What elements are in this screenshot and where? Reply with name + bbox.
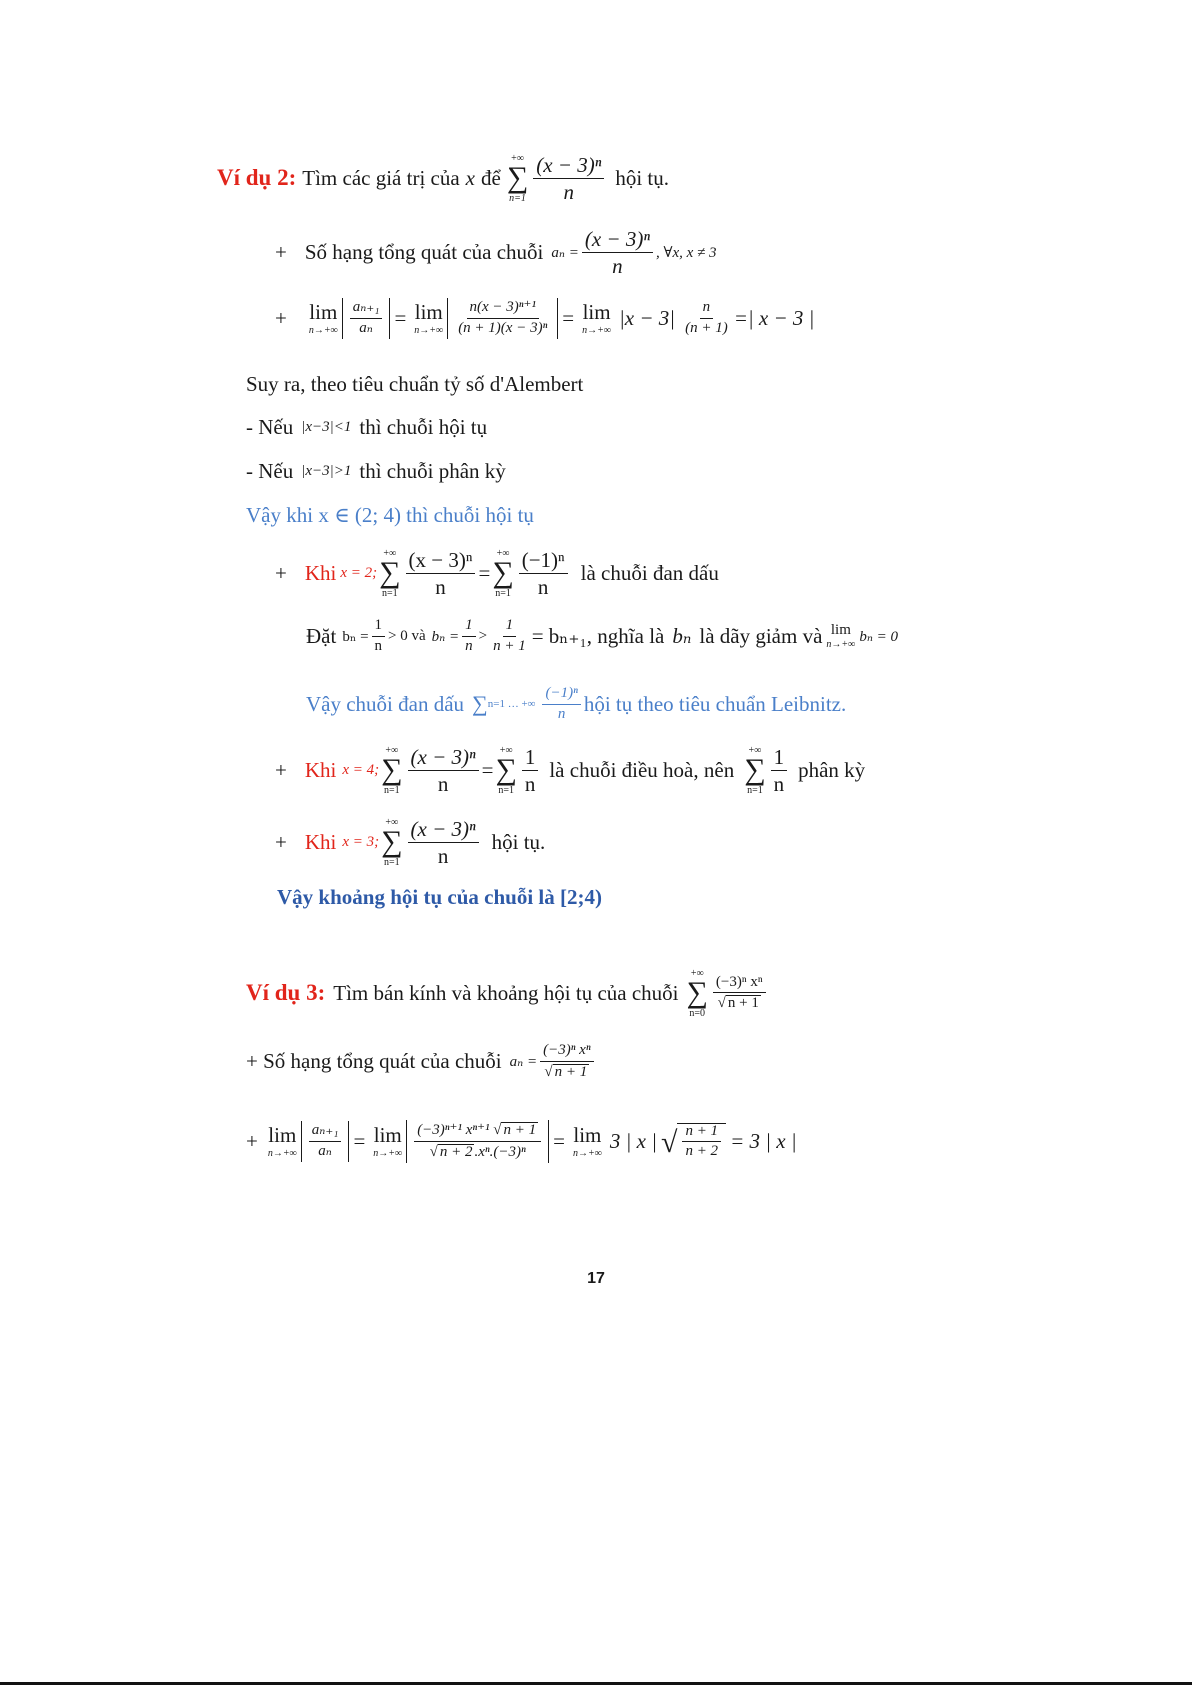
limit-symbol: lim n→+∞ <box>308 300 338 337</box>
sum-symbol: +∞ ∑ n=1 <box>506 153 529 204</box>
general-term-line: + Số hạng tổng quát của chuỗi aₙ = $\frac{\text{(x − 3)ⁿ}}{n}$ , ∀x, x ≠ 3 <box>275 227 717 279</box>
abs-ratio: $\frac{\text{aₙ₊₁}}{\text{aₙ}}$ <box>342 298 391 339</box>
case-x-2: + Khi x = 2; +∞ ∑ n=1 $\frac{\text{(x − 3)ⁿ}}{n}$ = +∞ ∑ n=1 $\frac{\text{(−1)ⁿ}}{n}$ là chuỗi đan dấu <box>275 547 719 599</box>
example-3-label: Ví dụ 3: <box>246 980 326 1006</box>
case-x-4: + Khi x = 4; +∞ ∑ n=1 $\frac{\text{(x − 3)ⁿ}}{n}$ = +∞ ∑ n=1 $\frac{1}{n}$ là chuỗi điều hoà, nên +∞ ∑ n=1 $\frac{1}{n}$ phân kỳ <box>275 744 866 796</box>
case-x-3: + Khi x = 3; +∞ ∑ n=1 $\frac{\text{(x − 3)ⁿ}}{n}$ hội tụ. <box>275 816 546 868</box>
example-2-heading <box>217 153 669 204</box>
example-3-general-term: + Số hạng tổng quát của chuỗi aₙ = (−3)ⁿ xⁿ √ n + 1 <box>246 1043 597 1081</box>
series-fraction: $\frac{\text{(x − 3)ⁿ}}{n}$ <box>533 154 604 203</box>
interval-note: Vậy khi x ∈ (2; 4) thì chuỗi hội tụ <box>246 503 534 527</box>
dat-line: Đặt bₙ = $\frac{1}{n}$ > 0 và bₙ = $\frac{1}{n}$ > $\frac{1}{n + 1}$ = bₙ₊₁, nghĩa là bₙ là dãy giảm và lim n→+∞ bₙ = 0 <box>306 617 899 654</box>
case-converge: - Nếu |x−3|<1 thì chuỗi hội tụ <box>246 415 488 439</box>
dalembert-conclusion: Suy ra, theo tiêu chuẩn tỷ số d'Alembert <box>246 372 584 396</box>
var-x: x <box>465 165 475 190</box>
example-2-intro-hoitu: hội tụ. <box>615 165 669 190</box>
limit-symbol: lim n→+∞ <box>414 300 444 337</box>
final-interval: Vậy khoảng hội tụ của chuỗi là [2;4) <box>277 885 602 909</box>
example-2-label: Ví dụ 2: <box>217 165 297 191</box>
ratio-limit-line: + lim n→+∞ $\frac{\text{aₙ₊₁}}{\text{aₙ}}$ = lim n→+∞ $\frac{\text{n(x − 3)ⁿ⁺¹}}{\text{(n + 1)(x − 3)ⁿ}}$ = lim n→+∞ |x − 3| $\frac{n}{(n + 1)}$ =| x − 3 | <box>275 298 814 339</box>
example-3-heading: Ví dụ 3: Tìm bán kính và khoảng hội tụ của chuỗi +∞ ∑ n=0 (−3)ⁿ xⁿ √ n + 1 <box>246 968 769 1019</box>
case-diverge: - Nếu |x−3|>1 thì chuỗi phân kỳ <box>246 459 506 483</box>
general-term-fraction: $\frac{\text{(x − 3)ⁿ}}{n}$ <box>582 228 653 277</box>
example-2-intro-de: để <box>481 165 501 190</box>
leibniz-note: Vậy chuỗi đan dấu ∑ n=1 … +∞ $\frac{\text{(−1)ⁿ}}{n}$ hội tụ theo tiêu chuẩn Leibnitz. <box>306 685 847 722</box>
example-2-intro: Tìm các giá trị của <box>302 165 460 190</box>
example-3-ratio: + lim n→+∞ $\frac{\text{aₙ₊₁}}{\text{aₙ}}$ = lim n→+∞ (−3)ⁿ⁺¹ xⁿ⁺¹ √ n + 1 √ n + 2 .xⁿ.(−3)ⁿ = lim n→+∞ 3 | x | √ $\frac{n + 1}{n + 2}$ = 3 | x | <box>246 1120 797 1163</box>
limit-symbol: lim n→+∞ <box>582 300 612 337</box>
general-term-text: Số hạng tổng quát của chuỗi <box>304 240 544 265</box>
page-number: 17 <box>587 1270 605 1287</box>
abs-ratio-expanded: $\frac{\text{n(x − 3)ⁿ⁺¹}}{\text{(n + 1)(x − 3)ⁿ}}$ <box>447 298 558 339</box>
